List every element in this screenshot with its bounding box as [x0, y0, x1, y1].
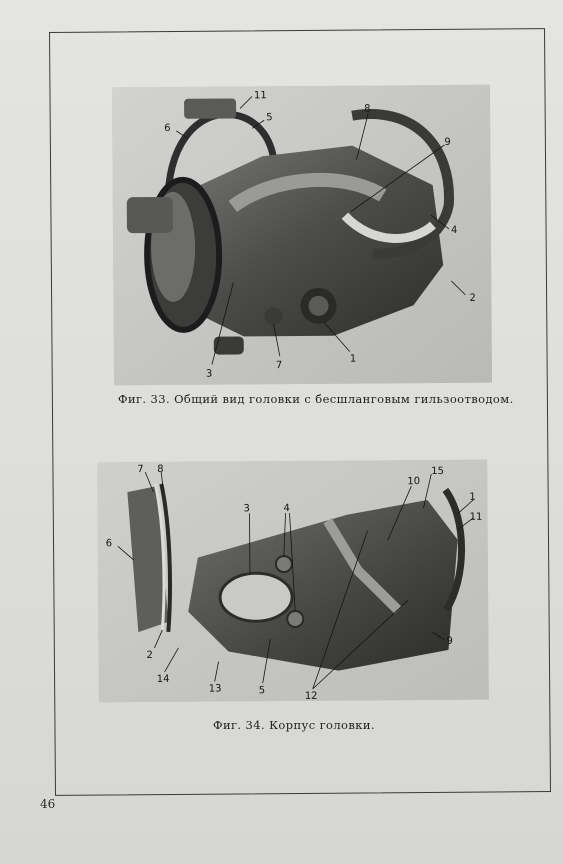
figure-34-label: 11 — [469, 511, 483, 523]
figure-34-label: 14 — [156, 673, 170, 685]
page-number: 46 — [40, 797, 56, 811]
figure-33-label: 8 — [364, 103, 371, 115]
figure-33-label: 3 — [205, 368, 213, 380]
figure-33-label: 4 — [450, 224, 458, 236]
figure-34-caption: Фиг. 34. Корпус головки. — [213, 718, 375, 732]
figure-33-label: 2 — [469, 292, 476, 304]
figure-33-label: 1 — [349, 353, 357, 365]
figure-34-label: 3 — [243, 503, 250, 515]
figure-34-label: 6 — [105, 538, 113, 550]
figure-34-label: 4 — [283, 503, 290, 515]
figure-33-caption: Фиг. 33. Общий вид головки с бесшланговым гильзоотводом. — [118, 392, 514, 406]
figure-34-label: 1 — [469, 491, 476, 503]
figure-34-photo — [97, 460, 489, 703]
figure-34-label: 5 — [258, 685, 266, 697]
figure-33-photo — [112, 85, 492, 386]
figure-34-label: 7 — [137, 464, 144, 476]
figure-33-label: 5 — [266, 112, 273, 124]
figure-34-label: 8 — [157, 463, 164, 475]
figure-33-label: 7 — [275, 360, 283, 372]
figure-33-label: 6 — [164, 122, 171, 134]
figure-34-label: 9 — [446, 635, 453, 647]
figure-34-label: 15 — [431, 465, 445, 478]
figure-34-label: 2 — [146, 649, 153, 662]
figure-33-label: 11 — [253, 90, 267, 102]
figure-34-label: 12 — [304, 690, 318, 702]
figure-34-label: 10 — [407, 476, 421, 488]
figure-34-label: 13 — [208, 683, 222, 695]
figure-33-label: 9 — [444, 136, 451, 149]
